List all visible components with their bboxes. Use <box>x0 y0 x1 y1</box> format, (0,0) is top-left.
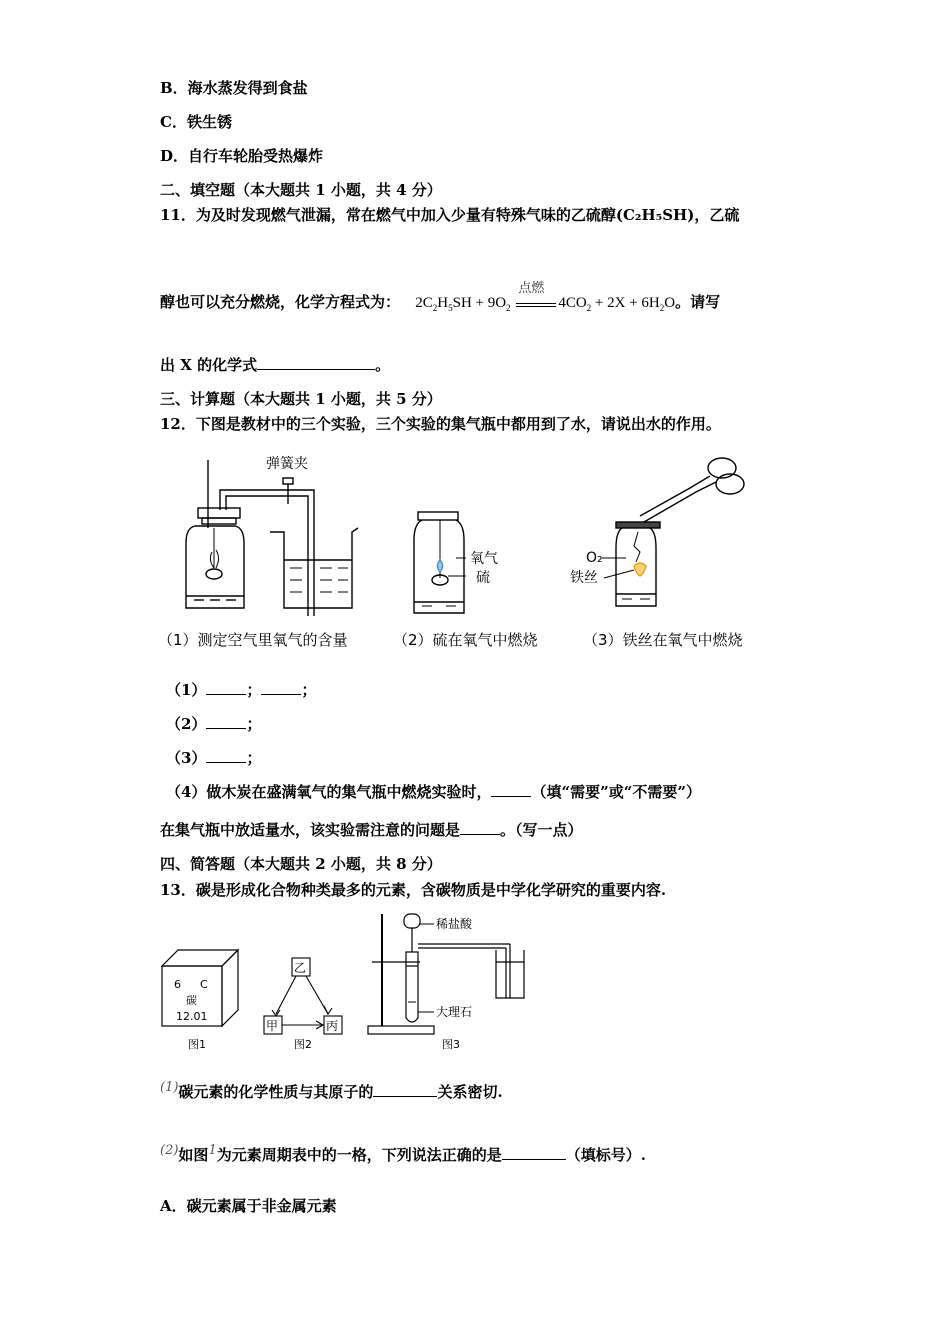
option-b: B．海水蒸发得到食盐 <box>160 79 308 97</box>
element-number: 6 <box>174 978 181 991</box>
answer-blank-3[interactable] <box>206 748 246 763</box>
element-symbol: C <box>200 978 208 991</box>
answer-blank-x[interactable] <box>257 355 375 370</box>
option-c: C．铁生锈 <box>160 113 232 131</box>
carbon-figures <box>150 906 550 1056</box>
label-iron-wire: 铁丝 <box>570 570 598 586</box>
q13-sub2-post: （填标号）. <box>565 1146 646 1164</box>
q13-sub2-num: (2) <box>160 1143 179 1158</box>
section2-heading: 二、填空题（本大题共 1 小题，共 4 分） <box>160 181 442 199</box>
section3-heading: 三、计算题（本大题共 1 小题，共 5 分） <box>160 390 442 408</box>
answer-blank-4b[interactable] <box>460 820 500 835</box>
q11-line2-pre: 醇也可以充分燃烧，化学方程式为： <box>160 293 401 311</box>
answer-2-sep: ； <box>246 715 262 733</box>
q12-part4-line2 <box>160 820 583 840</box>
figure-iron-wire <box>616 458 744 606</box>
option-d: D．自行车轮胎受热爆炸 <box>160 147 324 165</box>
answer-1-label: （1） <box>166 681 207 699</box>
answer-line-2 <box>166 714 261 734</box>
q13-option-a: A．碳元素属于非金属元素 <box>160 1197 337 1215</box>
q13-sub1 <box>160 1082 503 1104</box>
q11-line1: 11．为及时发现燃气泄漏，常在燃气中加入少量有特殊气味的乙硫醇(C₂H₅SH)，乙硫 <box>160 206 740 224</box>
q13-sub2 <box>160 1145 646 1167</box>
q13-sub2-fig: 1 <box>208 1143 217 1158</box>
chemical-equation: $2C_2H_5SH + 9O_2$ 点燃 $4CO_2 + 2X + 6H_2O$ <box>415 281 676 313</box>
answer-blank-1b[interactable] <box>261 680 301 695</box>
triangle-right: 丙 <box>326 1019 339 1033</box>
q11-line3 <box>160 355 390 375</box>
q13-text: 13．碳是形成化合物种类最多的元素，含碳物质是中学化学研究的重要内容. <box>160 881 667 899</box>
q12-text: 12．下图是教材中的三个实验，三个实验的集气瓶中都用到了水，请说出水的作用。 <box>160 415 721 433</box>
section4-heading: 四、简答题（本大题共 2 小题，共 8 分） <box>160 855 442 873</box>
q11-line2-post: 。请写 <box>675 293 721 311</box>
caption-3: （3）铁丝在氧气中燃烧 <box>583 631 743 649</box>
answer-blank-13-1[interactable] <box>373 1082 437 1097</box>
q13-sub2-pre: 如图 <box>178 1146 209 1164</box>
caption-2: （2）硫在氧气中燃烧 <box>393 631 538 649</box>
q12-part4-line2-pre: 在集气瓶中放适量水，该实验需注意的问题是 <box>160 821 461 839</box>
q12-part4-line1 <box>166 782 701 802</box>
answer-3-sep: ； <box>246 749 262 767</box>
experiment-figures <box>150 448 790 628</box>
label-marble: 大理石 <box>436 1005 473 1019</box>
q13-sub1-pre: 碳元素的化学性质与其原子的 <box>178 1083 374 1101</box>
label-sulfur: 硫 <box>476 570 490 586</box>
q11-line2 <box>160 281 721 318</box>
q12-part4-line2-post: 。（写一点） <box>500 821 583 839</box>
answer-blank-2[interactable] <box>206 714 246 729</box>
figure-air-oxygen <box>186 460 358 616</box>
fig3-caption: 图3 <box>442 1038 460 1051</box>
answer-3-label: （3） <box>166 749 207 767</box>
equation-condition: 点燃 <box>518 281 545 296</box>
q12-part4-pre: （4）做木炭在盛满氧气的集气瓶中燃烧实验时， <box>166 783 492 801</box>
element-mass: 12.01 <box>176 1010 208 1023</box>
triangle-left: 甲 <box>266 1019 279 1033</box>
answer-2-label: （2） <box>166 715 207 733</box>
answer-blank-13-2[interactable] <box>502 1145 566 1160</box>
answer-line-1 <box>166 680 316 700</box>
caption-1: （1）测定空气里氧气的含量 <box>158 631 348 649</box>
q11-line3-pre: 出 X 的化学式 <box>160 356 258 374</box>
label-o2: O₂ <box>586 550 603 566</box>
label-clamp: 弹簧夹 <box>266 456 308 472</box>
answer-1-sep: ； <box>246 681 262 699</box>
q13-sub2-mid: 为元素周期表中的一格，下列说法正确的是 <box>216 1146 502 1164</box>
q11-line3-post: 。 <box>375 356 391 374</box>
answer-blank-1a[interactable] <box>206 680 246 695</box>
q13-sub1-post: 关系密切. <box>437 1083 503 1101</box>
figure-sulfur <box>414 512 466 613</box>
answer-line-3 <box>166 748 261 768</box>
label-acid: 稀盐酸 <box>436 917 473 931</box>
q13-sub1-num: (1) <box>160 1080 179 1095</box>
element-name: 碳 <box>186 994 197 1007</box>
answer-blank-4a[interactable] <box>491 782 531 797</box>
answer-1-sep-end: ； <box>301 681 317 699</box>
triangle-top: 乙 <box>294 961 307 975</box>
q12-part4-post: （填“需要”或“不需要”） <box>531 783 701 801</box>
label-oxygen: 氧气 <box>470 551 498 567</box>
fig1-caption: 图1 <box>188 1038 206 1051</box>
fig2-caption: 图2 <box>294 1038 312 1051</box>
